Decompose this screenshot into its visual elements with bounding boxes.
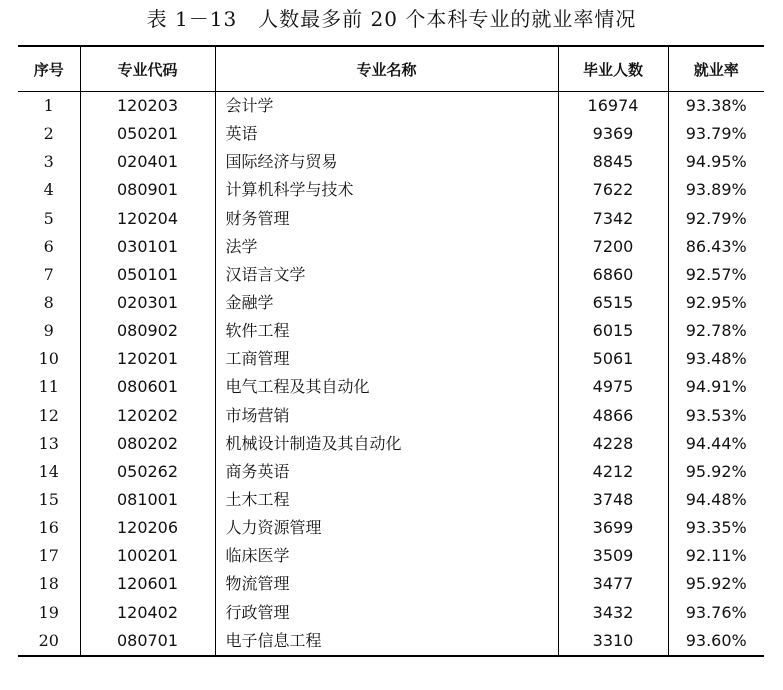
cell-major-code: 120402: [80, 599, 215, 627]
cell-index: 1: [18, 92, 80, 121]
cell-major-code: 050201: [80, 120, 215, 148]
cell-employment-rate: 93.48%: [668, 345, 764, 373]
cell-graduates: 6015: [558, 317, 668, 345]
cell-major-name: 国际经济与贸易: [215, 148, 558, 176]
table-row: [18, 205, 764, 233]
table-row: [18, 233, 764, 261]
cell-graduates: 3699: [558, 514, 668, 542]
cell-major-code: 080701: [80, 627, 215, 656]
table-row: [18, 373, 764, 401]
cell-employment-rate: 92.78%: [668, 317, 764, 345]
cell-employment-rate: 93.60%: [668, 627, 764, 656]
table-row: [18, 317, 764, 345]
cell-employment-rate: 92.79%: [668, 205, 764, 233]
table-row: [18, 514, 764, 542]
table-header: [18, 46, 764, 92]
table-row: [18, 430, 764, 458]
cell-index: 7: [18, 261, 80, 289]
cell-major-code: 050101: [80, 261, 215, 289]
cell-major-name: 物流管理: [215, 570, 558, 598]
cell-major-name: 土木工程: [215, 486, 558, 514]
cell-employment-rate: 94.91%: [668, 373, 764, 401]
cell-employment-rate: 95.92%: [668, 458, 764, 486]
cell-graduates: 3310: [558, 627, 668, 656]
cell-major-name: 软件工程: [215, 317, 558, 345]
cell-employment-rate: 94.48%: [668, 486, 764, 514]
cell-graduates: 3748: [558, 486, 668, 514]
table-row: [18, 570, 764, 598]
cell-major-code: 030101: [80, 233, 215, 261]
cell-index: 9: [18, 317, 80, 345]
cell-index: 5: [18, 205, 80, 233]
cell-major-name: 电子信息工程: [215, 627, 558, 656]
cell-employment-rate: 93.89%: [668, 176, 764, 204]
header-major-name: 专业名称: [215, 46, 558, 92]
cell-index: 6: [18, 233, 80, 261]
cell-major-name: 临床医学: [215, 542, 558, 570]
table-body: [18, 92, 764, 656]
cell-graduates: 4866: [558, 402, 668, 430]
cell-graduates: 8845: [558, 148, 668, 176]
cell-graduates: 7622: [558, 176, 668, 204]
cell-employment-rate: 92.95%: [668, 289, 764, 317]
header-employment-rate: 就业率: [668, 46, 764, 92]
cell-employment-rate: 94.95%: [668, 148, 764, 176]
cell-major-name: 机械设计制造及其自动化: [215, 430, 558, 458]
table-row: [18, 289, 764, 317]
cell-graduates: 5061: [558, 345, 668, 373]
cell-index: 8: [18, 289, 80, 317]
cell-major-code: 050262: [80, 458, 215, 486]
cell-employment-rate: 93.76%: [668, 599, 764, 627]
cell-major-name: 市场营销: [215, 402, 558, 430]
cell-major-code: 081001: [80, 486, 215, 514]
cell-index: 15: [18, 486, 80, 514]
cell-major-code: 120204: [80, 205, 215, 233]
cell-graduates: 3477: [558, 570, 668, 598]
cell-graduates: 4212: [558, 458, 668, 486]
table-row: [18, 599, 764, 627]
table-row: [18, 486, 764, 514]
cell-major-code: 020401: [80, 148, 215, 176]
cell-index: 10: [18, 345, 80, 373]
cell-major-name: 汉语言文学: [215, 261, 558, 289]
cell-major-code: 120601: [80, 570, 215, 598]
cell-major-name: 人力资源管理: [215, 514, 558, 542]
table-row: [18, 458, 764, 486]
cell-employment-rate: 94.44%: [668, 430, 764, 458]
header-major-code: 专业代码: [80, 46, 215, 92]
cell-employment-rate: 86.43%: [668, 233, 764, 261]
table-row: [18, 261, 764, 289]
cell-graduates: 4975: [558, 373, 668, 401]
cell-employment-rate: 95.92%: [668, 570, 764, 598]
cell-index: 17: [18, 542, 80, 570]
cell-index: 3: [18, 148, 80, 176]
cell-graduates: 7342: [558, 205, 668, 233]
table-row: [18, 345, 764, 373]
table-caption: 表 1－13 人数最多前 20 个本科专业的就业率情况: [146, 7, 637, 31]
cell-major-code: 120206: [80, 514, 215, 542]
cell-index: 19: [18, 599, 80, 627]
cell-major-code: 120201: [80, 345, 215, 373]
cell-index: 20: [18, 627, 80, 656]
table-row: [18, 148, 764, 176]
table-row: [18, 627, 764, 656]
cell-major-code: 080202: [80, 430, 215, 458]
cell-employment-rate: 93.35%: [668, 514, 764, 542]
cell-index: 2: [18, 120, 80, 148]
table-row: [18, 92, 764, 121]
cell-major-name: 法学: [215, 233, 558, 261]
cell-graduates: 3432: [558, 599, 668, 627]
header-index: 序号: [18, 46, 80, 92]
cell-major-name: 金融学: [215, 289, 558, 317]
cell-major-code: 080901: [80, 176, 215, 204]
cell-major-code: 120203: [80, 92, 215, 121]
cell-index: 13: [18, 430, 80, 458]
cell-major-name: 行政管理: [215, 599, 558, 627]
cell-graduates: 7200: [558, 233, 668, 261]
cell-major-name: 工商管理: [215, 345, 558, 373]
cell-index: 16: [18, 514, 80, 542]
cell-major-name: 会计学: [215, 92, 558, 121]
cell-major-code: 080902: [80, 317, 215, 345]
cell-employment-rate: 93.53%: [668, 402, 764, 430]
cell-employment-rate: 92.57%: [668, 261, 764, 289]
cell-graduates: 9369: [558, 120, 668, 148]
cell-major-code: 020301: [80, 289, 215, 317]
cell-index: 11: [18, 373, 80, 401]
cell-major-name: 计算机科学与技术: [215, 176, 558, 204]
header-row: [18, 46, 764, 92]
employment-rate-table: [18, 45, 764, 657]
cell-index: 4: [18, 176, 80, 204]
cell-major-code: 100201: [80, 542, 215, 570]
table-row: [18, 542, 764, 570]
header-graduates: 毕业人数: [558, 46, 668, 92]
cell-major-code: 120202: [80, 402, 215, 430]
cell-index: 14: [18, 458, 80, 486]
cell-major-name: 商务英语: [215, 458, 558, 486]
cell-graduates: 16974: [558, 92, 668, 121]
cell-employment-rate: 93.38%: [668, 92, 764, 121]
cell-major-name: 电气工程及其自动化: [215, 373, 558, 401]
cell-major-code: 080601: [80, 373, 215, 401]
cell-graduates: 6860: [558, 261, 668, 289]
table-row: [18, 402, 764, 430]
cell-employment-rate: 93.79%: [668, 120, 764, 148]
table-row: [18, 176, 764, 204]
cell-index: 12: [18, 402, 80, 430]
cell-graduates: 4228: [558, 430, 668, 458]
cell-index: 18: [18, 570, 80, 598]
cell-major-name: 英语: [215, 120, 558, 148]
cell-graduates: 6515: [558, 289, 668, 317]
cell-graduates: 3509: [558, 542, 668, 570]
cell-employment-rate: 92.11%: [668, 542, 764, 570]
cell-major-name: 财务管理: [215, 205, 558, 233]
table-row: [18, 120, 764, 148]
